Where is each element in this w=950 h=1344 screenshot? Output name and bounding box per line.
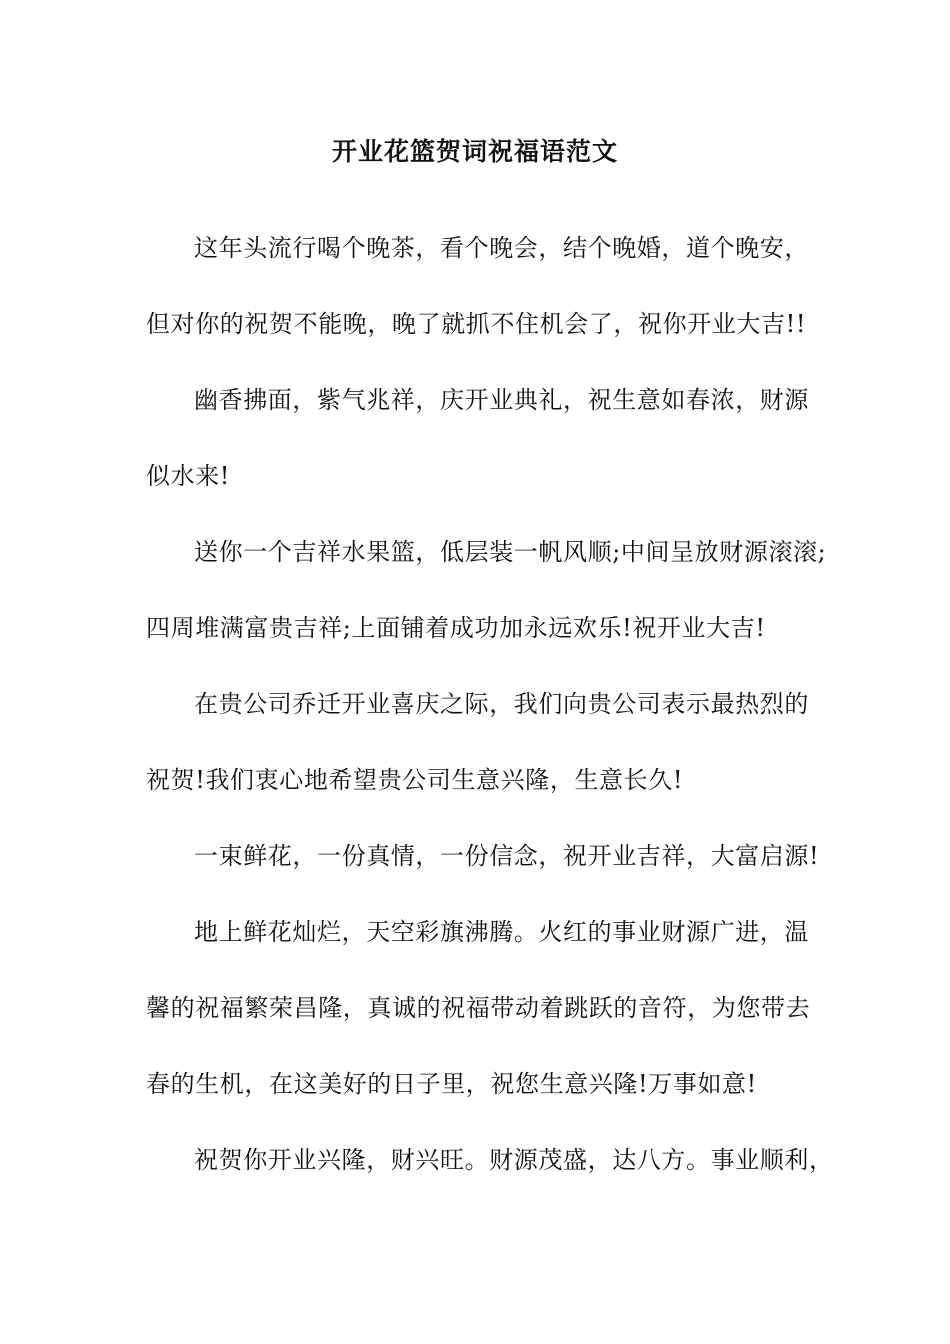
document-title: 开业花篮贺词祝福语范文 bbox=[331, 137, 618, 166]
paragraph-6-line-2: 馨的祝福繁荣昌隆，真诚的祝福带动着跳跃的音符，为您带去 bbox=[146, 994, 811, 1022]
paragraph-6-line-1: 地上鲜花灿烂，天空彩旗沸腾。火红的事业财源广进，温 bbox=[194, 918, 809, 946]
paragraph-2-line-2: 似水来! bbox=[146, 462, 231, 490]
paragraph-6-line-3: 春的生机，在这美好的日子里，祝您生意兴隆!万事如意! bbox=[146, 1070, 757, 1098]
paragraph-3-line-2: 四周堆满富贵吉祥;上面铺着成功加永远欢乐!祝开业大吉! bbox=[146, 614, 766, 642]
paragraph-2-line-1: 幽香拂面，紫气兆祥，庆开业典礼，祝生意如春浓，财源 bbox=[194, 386, 809, 414]
paragraph-3-line-1: 送你一个吉祥水果篮，低层装一帆风顺;中间呈放财源滚滚; bbox=[194, 538, 827, 566]
paragraph-4-line-2: 祝贺!我们衷心地希望贵公司生意兴隆，生意长久! bbox=[146, 766, 684, 794]
paragraph-7-line-1: 祝贺你开业兴隆，财兴旺。财源茂盛，达八方。事业顺利， bbox=[194, 1146, 834, 1174]
paragraph-1-line-1: 这年头流行喝个晚茶，看个晚会，结个晚婚，道个晚安， bbox=[194, 234, 809, 262]
paragraph-1-line-2: 但对你的祝贺不能晚，晚了就抓不住机会了，祝你开业大吉!! bbox=[146, 310, 807, 338]
paragraph-4-line-1: 在贵公司乔迁开业喜庆之际，我们向贵公司表示最热烈的 bbox=[194, 690, 809, 718]
paragraph-5-line-1: 一束鲜花，一份真情，一份信念，祝开业吉祥，大富启源! bbox=[194, 842, 820, 870]
